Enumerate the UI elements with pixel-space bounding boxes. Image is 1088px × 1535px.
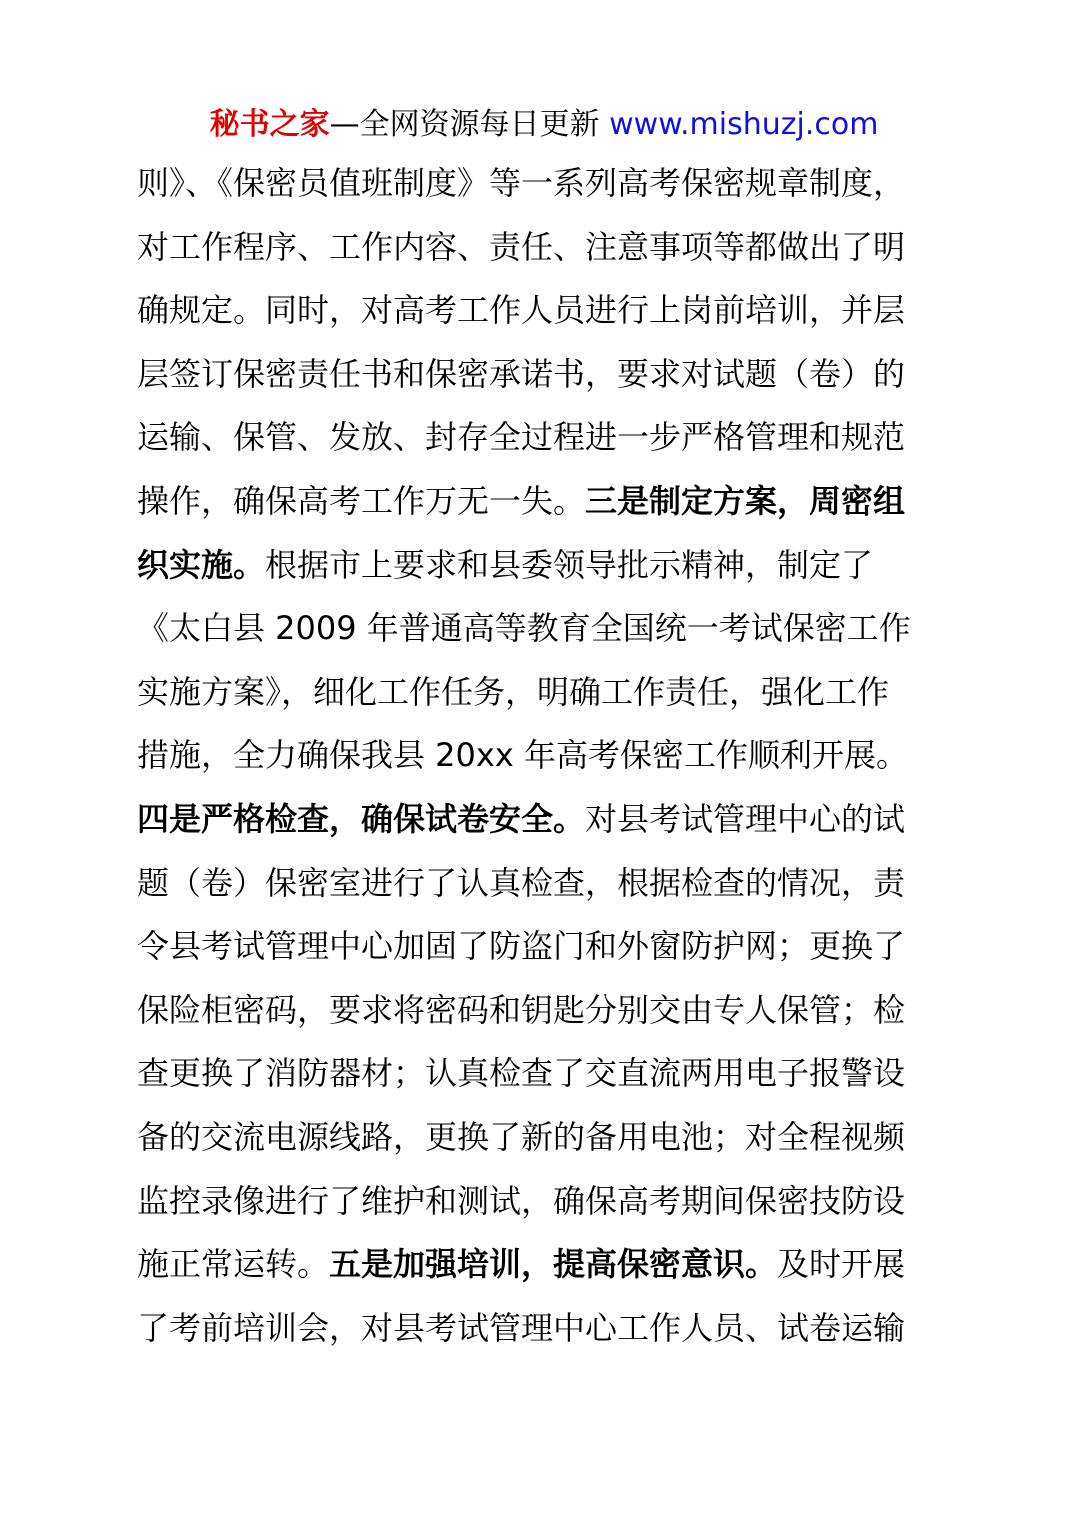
text-line: 实施方案》，细化工作任务，明确工作责任，强化工作 [137, 672, 890, 711]
text-line: 四是严格检查，确保试卷安全。对县考试管理中心的试 [137, 799, 906, 838]
text-line: 层签订保密责任书和保密承诺书，要求对试题（卷）的 [137, 354, 906, 393]
text-line: 运输、保管、发放、封存全过程进一步严格管理和规范 [137, 418, 906, 457]
text-line: 备的交流电源线路，更换了新的备用电池；对全程视频 [137, 1117, 906, 1156]
text-line: 保险柜密码，要求将密码和钥匙分别交由专人保管；检 [137, 990, 906, 1029]
page-header [0, 103, 1088, 147]
site-tagline: —全网资源每日更新 [329, 107, 600, 142]
section-heading-5: 五是加强培训，提高保密意识。 [329, 1245, 778, 1284]
text-line: 《太白县 2009 年普通高等教育全国统一考试保密工作 [137, 609, 911, 648]
text-line: 施正常运转。五是加强培训，提高保密意识。及时开展 [137, 1245, 906, 1284]
site-url-link[interactable]: www.mishuzj.com [609, 107, 879, 142]
section-heading-3-cont: 织实施。 [137, 545, 266, 584]
text-line: 题（卷）保密室进行了认真检查，根据检查的情况，责 [137, 863, 906, 902]
text-line: 查更换了消防器材；认真检查了交直流两用电子报警设 [137, 1054, 906, 1093]
section-heading-4: 四是严格检查，确保试卷安全。 [137, 799, 586, 838]
text-line: 对工作程序、工作内容、责任、注意事项等都做出了明 [137, 227, 906, 266]
document-body [137, 152, 997, 1360]
text-line: 织实施。根据市上要求和县委领导批示精神，制定了 [137, 545, 874, 584]
section-heading-3: 三是制定方案，周密组 [585, 481, 906, 520]
text-line: 确规定。同时，对高考工作人员进行上岗前培训，并层 [137, 291, 906, 330]
text-line: 则》、《保密员值班制度》等一系列高考保密规章制度， [137, 164, 906, 202]
text-line: 令县考试管理中心加固了防盗门和外窗防护网；更换了 [137, 927, 906, 966]
text-line: 措施，全力确保我县 20xx 年高考保密工作顺利开展。 [137, 736, 908, 775]
site-brand: 秘书之家 [209, 107, 330, 142]
text-line: 了考前培训会，对县考试管理中心工作人员、试卷运输 [137, 1308, 906, 1347]
text-line: 监控录像进行了维护和测试，确保高考期间保密技防设 [137, 1181, 906, 1220]
text-line: 操作，确保高考工作万无一失。三是制定方案，周密组 [137, 481, 906, 520]
